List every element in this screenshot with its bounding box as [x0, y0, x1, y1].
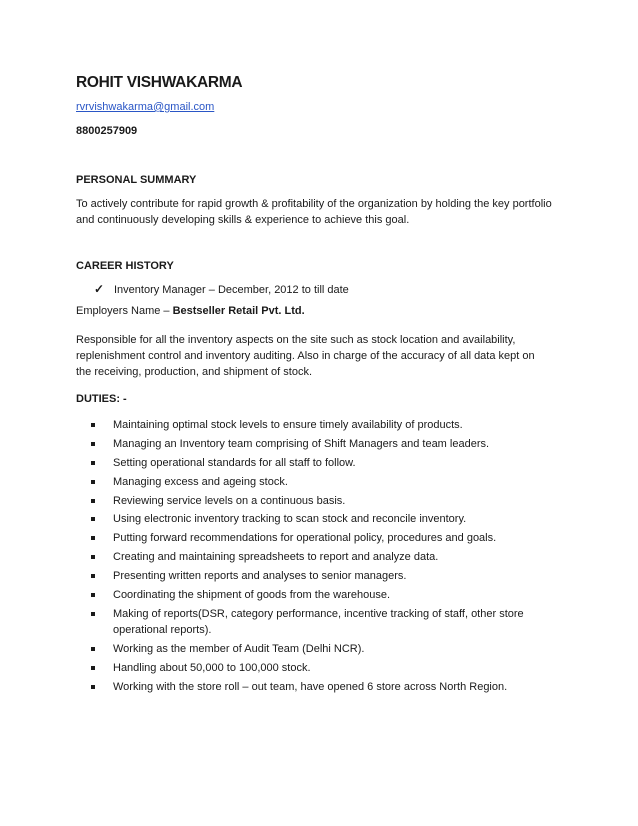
bullet-icon: [91, 685, 95, 689]
employer-name: Bestseller Retail Pvt. Ltd.: [172, 305, 305, 317]
duty-item: Putting forward recommendations for operational policy, procedures and goals.: [91, 530, 551, 546]
duties-list: [91, 417, 551, 697]
personal-summary-text: To actively contribute for rapid growth & profitability of the organization by holding the key portfolio and continuously developing skills & experience to achieve this goal.: [76, 198, 552, 226]
duty-item: Coordinating the shipment of goods from the warehouse.: [91, 587, 551, 603]
bullet-icon: [91, 499, 95, 503]
bullet-icon: [91, 536, 95, 540]
duty-item: Using electronic inventory tracking to scan stock and reconcile inventory.: [91, 511, 551, 527]
duties-heading: DUTIES: -: [76, 393, 127, 405]
bullet-icon: [91, 555, 95, 559]
personal-summary-heading: PERSONAL SUMMARY: [76, 174, 197, 186]
employer-label: Employers Name –: [76, 305, 173, 317]
phone-number: 8800257909: [76, 125, 138, 137]
duty-item: Reviewing service levels on a continuous basis.: [91, 493, 551, 509]
duty-item: Managing excess and ageing stock.: [91, 474, 551, 490]
duty-item: Creating and maintaining spreadsheets to report and analyze data.: [91, 549, 551, 565]
bullet-icon: [91, 423, 95, 427]
duty-item: Working as the member of Audit Team (Delhi NCR).: [91, 641, 551, 657]
bullet-icon: [91, 517, 95, 521]
duty-item: Presenting written reports and analyses to senior managers.: [91, 568, 551, 584]
job-title: Inventory Manager – December, 2012 to till date: [114, 284, 349, 296]
bullet-icon: [91, 480, 95, 484]
duty-item: Setting operational standards for all staff to follow.: [91, 455, 551, 471]
bullet-icon: [91, 666, 95, 670]
duty-item: Handling about 50,000 to 100,000 stock.: [91, 660, 551, 676]
bullet-icon: [91, 461, 95, 465]
duty-item: Maintaining optimal stock levels to ensure timely availability of products.: [91, 417, 551, 433]
email-link[interactable]: rvrvishwakarma@gmail.com: [76, 101, 215, 113]
duty-item: Managing an Inventory team comprising of Shift Managers and team leaders.: [91, 436, 551, 452]
employer-line: [76, 305, 305, 317]
bullet-icon: [91, 647, 95, 651]
candidate-name: ROHIT VISHWAKARMA: [76, 74, 243, 91]
duty-item: Making of reports(DSR, category performance, incentive tracking of staff, other store operational reports).: [91, 606, 551, 638]
checkmark-icon: ✓: [94, 282, 105, 296]
duty-item: Working with the store roll – out team, have opened 6 store across North Region.: [91, 679, 551, 695]
bullet-icon: [91, 612, 95, 616]
bullet-icon: [91, 574, 95, 578]
job-entry: [94, 282, 349, 296]
career-history-heading: CAREER HISTORY: [76, 260, 174, 272]
responsibility-text: Responsible for all the inventory aspects on the site such as stock location and availability, replenishment control and inventory auditing. Also in charge of the accuracy of all data kept on the receiving, production, and shipment of stock.: [76, 334, 535, 378]
bullet-icon: [91, 593, 95, 597]
bullet-icon: [91, 442, 95, 446]
